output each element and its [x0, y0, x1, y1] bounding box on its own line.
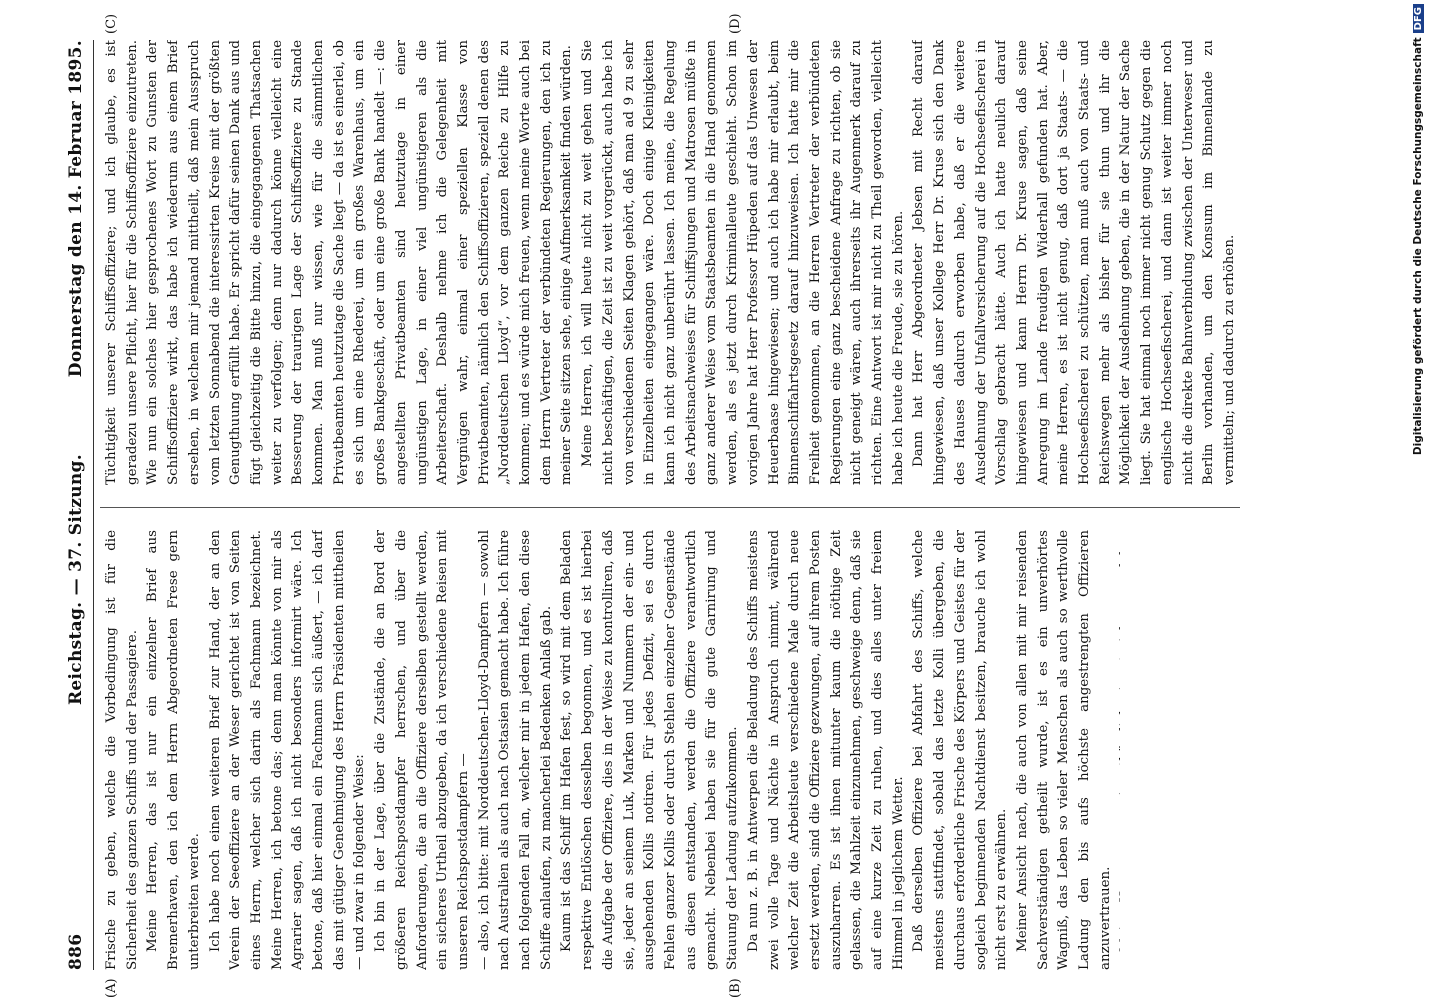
column-divider — [100, 507, 1240, 508]
footer-strip — [1402, 0, 1432, 1000]
session-date: Donnerstag den 14. Februar 1895. — [66, 40, 86, 378]
dfg-logo: DFG — [1413, 4, 1424, 33]
quote-paragraph: Ich bin in der Lage, über die Zustände, die an Bord der größeren Reichspostdampfer herrschen, und über die Anforderungen, die an die Offiziere derselben gestellt werden, ein sicheres Urtheil abzugeben, da ich verschiedene Reisen mit unseren Reichspostdampfern — — [373, 530, 471, 970]
margin-marker-d: (D) — [728, 13, 743, 34]
paragraph: Tüchtigkeit unserer Schiffsoffiziere; und ich glaube, es ist geradezu unsere Pflicht, hier für die Schiffsoffiziere einzutreten. Wie nun ein solches hier gesprochenes Wort zu Gunsten der Schiffsoffiziere wirkt, das habe ich wiederum aus einem Brief ersehen, in welchem mir jemand mittheilt, daß mein Ausspruch vom letzten Sonnabend die interessirten Kreise mit der größten Genugthuung erfüllt habe. Er spricht dafür seinen Dank aus und fügt gleichzeitig die Bitte hinzu, die eingegangenen Thatsachen weiter zu verfolgen; denn nur dadurch könne vielleicht eine Besserung der traurigen Lage der Schiffsoffiziere zu Stande kommen. Man muß nur wissen, wie für die sämmtlichen Privatbeamten heutzutage die Sache liegt — da ist es einerlei, ob es sich um eine Rhederei, um ein großes Warenhaus, um ein großes Bankgeschäft, oder um eine große Bank handelt —: die angestellten Privatbeamten sind heutzutage in einer ungünstigen Lage, in einer viel ungünstigeren als die Arbeiterschaft. Deshalb nehme ich die Gelegenheit mit Vergnügen wahr, einmal einer speziellen Klasse von Privatbeamten, nämlich den Schiffsoffizieren, speziell denen des „Norddeutschen Lloyd“, vor dem ganzen Reiche zu Hilfe zu kommen; und es würde mich freuen, wenn meine Worte auch bei dem Herrn Vertreter der verbündeten Regierungen, den ich zu meiner Seite sitzen sehe, einige Aufmerksamkeit finden würden. — [104, 40, 575, 485]
paragraph: Meiner Ansicht nach, die auch von allen mit mir reisenden Sachverständigen getheilt wurde, ist es ein unverhörtes Wagniß, das Leben so vieler Menschen als auch so werthvolle Ladung den bis aufs höchste angestrengten Offizieren anzuvertrauen. — [1014, 530, 1113, 970]
header-rule — [93, 40, 94, 970]
paragraph: Meine Herren, ich will heute nicht zu weit gehen und Sie nicht beschäftigen, die Zeit ist zu weit vorgerückt, auch habe ich von verschiedenen Seiten Klagen gehört, daß man ad 9 zu sehr in Einzelheiten eingegangen wäre. Doch einige Kleinigkeiten kann ich nicht ganz unberührt lassen. Ich meine, die Regelung des Arbeitsnachweises für Schiffsjungen und Matrosen müßte in ganz anderer Weise vom Staatsbeamten in die Hand genommen werden, als es jetzt durch Kriminalleute geschieht. Schon im vorigen Jahre hat Herr Professor Hüpeden auf das Unwesen der Heuerbaase hingewiesen; und auch ich habe mir erlaubt, beim Binnenschiffahrtsgesetz darauf hinzuweisen. Ich hatte mir die Freiheit genommen, an die Herren Vertreter der verbündeten Regierungen eine ganz bescheidene Anfrage zu richten, ob sie nicht geneigt wären, auch ihrerseits ihr Augenmerk darauf zu richten. Eine Antwort ist mir nicht zu Theil geworden, vielleicht habe ich heute die Freude, sie zu hören. — [580, 40, 906, 485]
margin-marker-a: (A) — [104, 978, 119, 998]
paragraph — [1116, 530, 1120, 970]
paragraph: Meine Herren, das ist nur ein einzelner Brief aus Bremerhaven, den ich dem Herrn Abgeordneten Frese gern unterbreiten werde. — [145, 530, 202, 970]
paragraph — [1241, 40, 1242, 485]
paragraph: Dann hat Herr Abgeordneter Jebsen mit Recht darauf hingewiesen, daß unser Kollege Herr Dr. Kruse sich den Dank des Hauses dadurch erworben habe, daß er die weitere Ausdehnung der Unfallversicherung auf die Hochseefischerei in Vorschlag gebracht hätte. Auch ich hatte neulich darauf hingewiesen und kann Herrn Dr. Kruse sagen, daß seine Anregung im Lande freudigen Widerhall gefunden hat. Aber, meine Herren, es ist nicht genug, daß dort ja Staats- — die Hochseefischerei zu schützen, man muß auch von Staats- und Reichswegen mehr als bisher für sie thun und ihr die Möglichkeit der Ausdehnung geben, die in der Natur der Sache liegt. Sie hat einmal noch immer nicht genug Schutz gegen die englische Hochseefischerei, und dann ist weiter immer noch nicht die direkte Bahnverbindung zwischen der Unterweser und Berlin vorhanden, um den Konsum im Binnenlande zu vermitteln; und dadurch zu erhöhen. — [911, 40, 1237, 485]
session-title: Reichstag. — 37. Sitzung. — [66, 454, 86, 705]
paragraph: — also, ich bitte: mit Norddeutschen-Lloyd-Dampfern — sowohl nach Australien als auch nach Ostasien gemacht habe. Ich führe nach folgenden Fall an, welcher mir in jedem Hafen, den diese Schiffe anlaufen, zu mancherlei Bedenken Anlaß gab. — [476, 530, 554, 970]
quote-paragraph: Kaum ist das Schiff im Hafen fest, so wird mit dem Beladen respektive Entlöschen desselben begonnen, und es ist hierbei die Aufgabe der Offiziere, dies in der Weise zu kontrolliren, daß sie, jeder an seinem Luk, Marken und Nummern der ein- und ausgehenden Kollis notiren. Für jedes Defizit, sei es durch Fehlen ganzer Kollis oder durch Stehlen einzelner Gegenstände aus diesen entstanden, werden die Offiziere verantwortlich gemacht. Nebenbei haben sie für die gute Garnirung und Stauung der Ladung aufzukommen. — [559, 530, 741, 970]
quote-paragraph: Daß derselben Offiziere bei Abfahrt des Schiffs, welche meistens stattfindet, sobald das letzte Kolli übergeben, die durchaus erforderliche Frische des Körpers und Geistes für der sogleich beginnenden Nachtdienst besitzen, brauche ich wohl nicht erst zu erwähnen. — [911, 530, 1010, 970]
right-column — [102, 40, 1242, 485]
page-number: 886 — [66, 933, 86, 970]
digitization-credit — [1412, 4, 1424, 1000]
credit-text: Digitalisierung gefördert durch die Deutsche Forschungsgemeinschaft — [1412, 37, 1424, 456]
margin-marker-b: (B) — [728, 978, 743, 998]
left-column — [102, 530, 1120, 970]
page-header — [62, 40, 92, 970]
quote-paragraph: Da nun z. B. in Antwerpen die Beladung des Schiffs meistens zwei volle Tage und Nächte in Anspruch nimmt, während welcher Zeit die Arbeitsleute verschiedene Male durch neue ersetzt werden, sind die Offiziere gezwungen, auf ihrem Posten auszuharren. Es ist ihnen mitunter kaum die nöthige Zeit gelassen, die Mahlzeit einzunehmen, geschweige denn, daß sie auf eine kurze Zeit zu ruhen, und dies alles unter freiem Himmel in jeglichem Wetter. — [745, 530, 906, 970]
margin-marker-c: (C) — [104, 13, 119, 34]
paragraph: Ich habe noch einen weiteren Brief zur Hand, der an den Verein der Seeoffiziere an der Weser gerichtet ist von Seiten eines Herrn, welcher sich darin als Fachmann bezeichnet. Meine Herren, ich betone das; denn man könnte von mir als Agrarier sagen, daß ich nicht besonders informirt wäre. Ich betone, daß hier einmal ein Fachmann sich äußert, — ich darf das mit gütiger Genehmigung des Herrn Präsidenten mittheilen — und zwar in folgender Weise: — [207, 530, 368, 970]
paragraph: Frische zu geben, welche die Vorbedingung ist für die Sicherheit des ganzen Schiffs und der Passagiere. — [104, 530, 140, 970]
